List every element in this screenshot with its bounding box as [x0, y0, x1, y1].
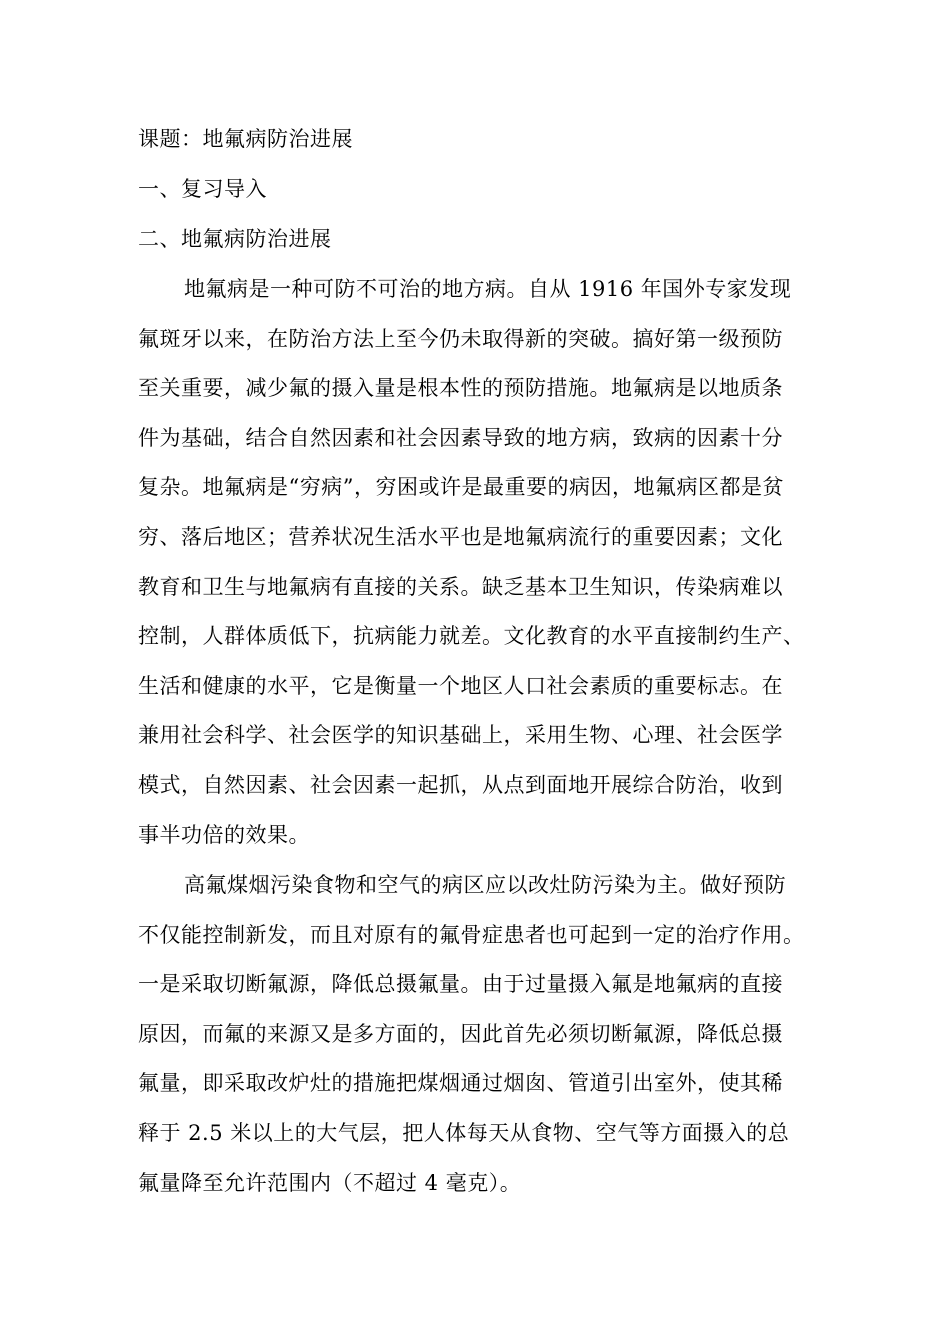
paragraph-line: 生活和健康的水平，它是衡量一个地区人口社会素质的重要标志。在: [138, 673, 783, 698]
paragraph-line: 模式，自然因素、社会因素一起抓，从点到面地开展综合防治，收到: [138, 772, 783, 797]
paragraph-line: 不仅能控制新发，而且对原有的氟骨症患者也可起到一定的治疗作用。: [138, 922, 805, 947]
section-heading-progress: 二、地氟病防治进展: [138, 227, 332, 251]
paragraph-line: 原因，而氟的来源又是多方面的，因此首先必须切断氟源，降低总摄: [138, 1021, 783, 1046]
paragraph-line: 一是采取切断氟源，降低总摄氟量。由于过量摄入氟是地氟病的直接: [138, 972, 783, 997]
section-heading-review: 一、复习导入: [138, 177, 267, 201]
paragraph-1: [138, 274, 828, 869]
paragraph-line: 氟量降至允许范围内（不超过 4 毫克）。: [138, 1170, 522, 1195]
paragraph-line: 件为基础，结合自然因素和社会因素导致的地方病，致病的因素十分: [138, 425, 783, 450]
paragraph-line: 兼用社会科学、社会医学的知识基础上，采用生物、心理、社会医学: [138, 723, 783, 748]
paragraph-line: 穷、落后地区；营养状况生活水平也是地氟病流行的重要因素；文化: [138, 524, 783, 549]
paragraph-line: 至关重要，减少氟的摄入量是根本性的预防措施。地氟病是以地质条: [138, 376, 783, 401]
paragraph-line: 释于 2.5 米以上的大气层，把人体每天从食物、空气等方面摄入的总: [138, 1120, 790, 1145]
paragraph-2: [138, 870, 828, 1217]
paragraph-line: 氟量，即采取改炉灶的措施把煤烟通过烟囱、管道引出室外，使其稀: [138, 1071, 783, 1096]
lesson-title: 课题：地氟病防治进展: [138, 127, 353, 151]
paragraph-line: 事半功倍的效果。: [138, 822, 310, 847]
paragraph-line: 教育和卫生与地氟病有直接的关系。缺乏基本卫生知识，传染病难以: [138, 574, 783, 599]
paragraph-line: 地氟病是一种可防不可治的地方病。自从 1916 年国外专家发现: [184, 277, 792, 301]
paragraph-line: 氟斑牙以来，在防治方法上至今仍未取得新的突破。搞好第一级预防: [138, 326, 783, 351]
paragraph-line: 复杂。地氟病是“穷病”，穷困或许是最重要的病因，地氟病区都是贫: [138, 475, 784, 500]
paragraph-line: 高氟煤烟污染食物和空气的病区应以改灶防污染为主。做好预防: [184, 873, 786, 897]
paragraph-line: 控制，人群体质低下，抗病能力就差。文化教育的水平直接制约生产、: [138, 624, 805, 649]
